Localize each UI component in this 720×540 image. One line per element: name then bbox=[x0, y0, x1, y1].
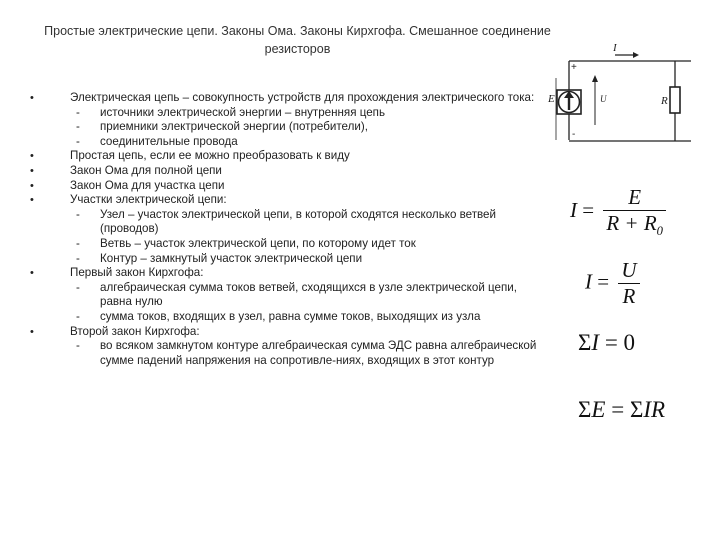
sub-item bbox=[28, 252, 548, 267]
label-plus: + bbox=[571, 62, 577, 73]
bullet-text: Участки электрической цепи: bbox=[70, 193, 227, 207]
formula-ohm-section: I = $\frac{U}{R}$ bbox=[585, 258, 640, 309]
bullet-list bbox=[28, 91, 548, 368]
current-arrow-head bbox=[633, 52, 639, 58]
sub-item bbox=[28, 106, 548, 121]
sub-item-text: приемники электрической энергии (потребители), bbox=[100, 120, 368, 134]
bullet-marker: • bbox=[30, 179, 34, 192]
formula-kirchhoff-first: ΣI = 0 bbox=[578, 330, 636, 355]
label-emf: E bbox=[548, 93, 555, 105]
bullet-item bbox=[28, 325, 548, 340]
sub-item-text: соединительные провода bbox=[100, 134, 238, 148]
formula-kirchhoff-second: ΣE = ΣIR bbox=[578, 397, 666, 422]
dash-marker: - bbox=[76, 280, 80, 294]
bullet-text: Закон Ома для участка цепи bbox=[70, 178, 225, 192]
bullet-item bbox=[28, 149, 548, 164]
bullet-text: Первый закон Кирхгофа: bbox=[70, 266, 204, 280]
bullet-marker: • bbox=[30, 325, 34, 338]
sub-item-text: Ветвь – участок электрической цепи, по которому идет ток bbox=[100, 236, 416, 250]
sub-item bbox=[28, 208, 548, 237]
dash-marker: - bbox=[76, 309, 80, 323]
sub-item-text: Контур – замкнутый участок электрической цепи bbox=[100, 251, 363, 265]
voltage-arrow-head bbox=[592, 75, 598, 82]
dash-marker: - bbox=[76, 236, 80, 250]
sub-item-text: во всяком замкнутом контуре алгебраическая сумма ЭДС равна алгебраической сумме падений напряжения на сопротивле-ниях, входящих в этот контур bbox=[100, 339, 537, 367]
dash-marker: - bbox=[76, 207, 80, 221]
dash-marker: - bbox=[76, 120, 80, 134]
sub-item bbox=[28, 281, 548, 310]
slide-title: Простые электрические цепи. Законы Ома. Законы Кирхгофа. Смешанное соединение резисторов bbox=[44, 24, 551, 56]
dash-marker: - bbox=[76, 251, 80, 265]
sub-item bbox=[28, 339, 548, 368]
bullet-item bbox=[28, 91, 548, 106]
dash-marker: - bbox=[76, 134, 80, 148]
sub-item bbox=[28, 120, 548, 135]
sub-item-text: сумма токов, входящих в узел, равна сумме токов, выходящих из узла bbox=[100, 309, 481, 323]
bullet-item bbox=[28, 266, 548, 281]
bullet-text: Электрическая цепь – совокупность устройств для прохождения электрического тока: bbox=[70, 91, 535, 104]
bullet-marker: • bbox=[30, 164, 34, 177]
bullet-text: Простая цепь, если ее можно преобразовать к виду bbox=[70, 149, 350, 163]
sub-item-text: алгебраическая сумма токов ветвей, сходящихся в узле электрической цепи, равна нулю bbox=[100, 280, 517, 309]
formula-ohm-full-circuit: I = $\frac{E}{R + R_0}$ bbox=[570, 185, 666, 239]
label-current: I bbox=[613, 42, 617, 54]
dash-marker: - bbox=[76, 339, 80, 353]
dash-marker: - bbox=[76, 105, 80, 119]
sub-item bbox=[28, 237, 548, 252]
label-voltage: U bbox=[600, 94, 607, 104]
bullet-marker: • bbox=[30, 194, 34, 207]
resistor bbox=[670, 87, 680, 113]
bullet-marker: • bbox=[30, 267, 34, 280]
bullet-marker: • bbox=[30, 92, 34, 104]
sub-item-text: Узел – участок электрической цепи, в которой сходятся несколько ветвей (проводов) bbox=[100, 207, 496, 236]
sub-item bbox=[28, 135, 548, 150]
label-minus: - bbox=[572, 129, 576, 140]
bullet-item bbox=[28, 179, 548, 194]
bullet-item bbox=[28, 193, 548, 208]
bullet-text: Второй закон Кирхгофа: bbox=[70, 324, 200, 338]
sub-item-text: источники электрической энергии – внутренняя цепь bbox=[100, 105, 385, 119]
bullet-item bbox=[28, 164, 548, 179]
bullet-marker: • bbox=[30, 150, 34, 163]
bullet-text: Закон Ома для полной цепи bbox=[70, 163, 222, 177]
sub-item bbox=[28, 310, 548, 325]
circuit-diagram bbox=[548, 40, 695, 145]
label-resistor: R bbox=[661, 95, 668, 107]
